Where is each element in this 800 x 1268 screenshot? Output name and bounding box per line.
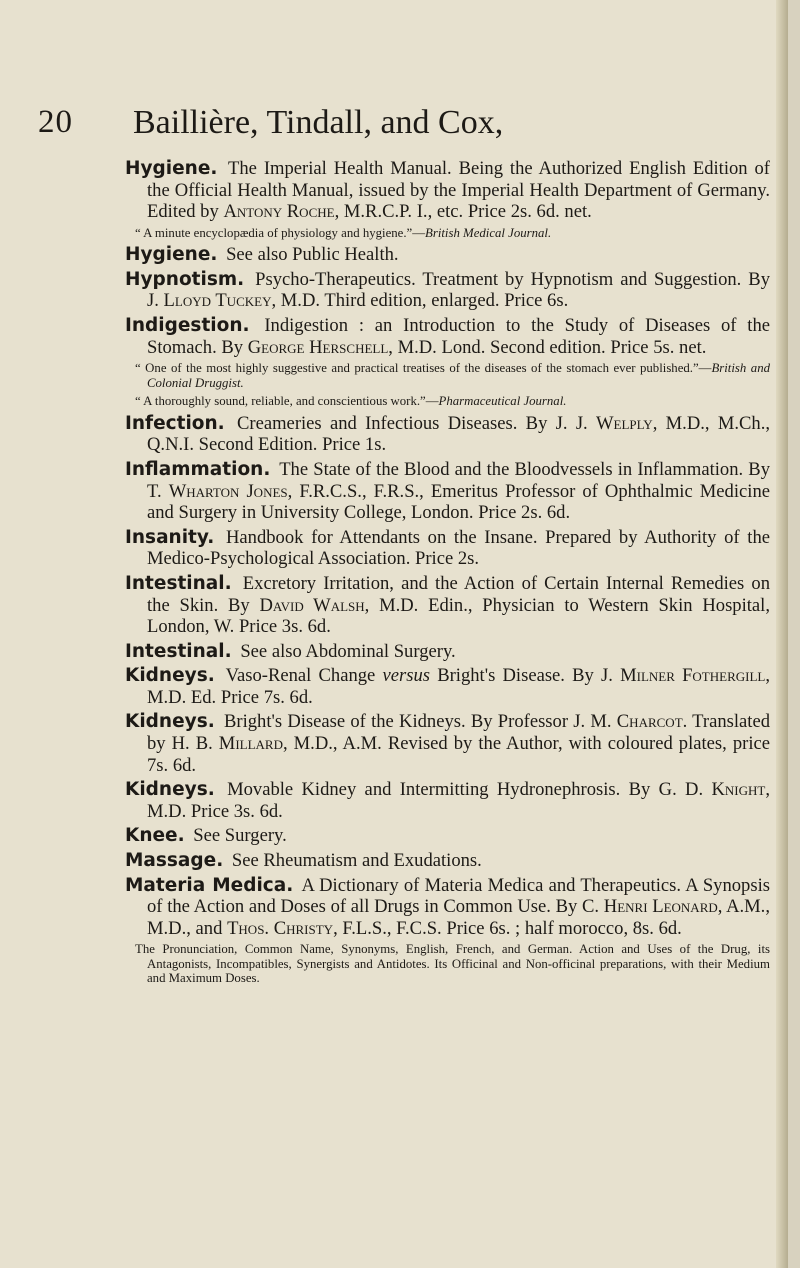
catalogue-entry — [125, 850, 770, 872]
entry-text: Handbook for Attendants on the Insane. Prepared by Authority of the Medico-Psychological Association. Price 2s. — [147, 526, 770, 570]
entry-text: “ A minute encyclopædia of physiology and hygiene.”— — [135, 225, 426, 240]
italic-text: versus — [382, 665, 431, 687]
catalogue-entry — [125, 665, 770, 708]
entry-text: See also Public Health. — [226, 244, 399, 266]
entry-text: Movable Kidney and Intermitting Hydronephrosis. By G. D. — [227, 779, 712, 801]
catalogue-entry — [125, 459, 770, 524]
entry-heading: Hypnotism. — [125, 268, 245, 290]
entry-text: See Surgery. — [193, 825, 287, 847]
entry-text: “ A thoroughly sound, reliable, and conscientious work.”— — [135, 394, 439, 409]
author-name: Charcot — [616, 711, 683, 733]
entry-text: , M.D. Edin., Physician to Western Skin Hospital, London, W. Price 3s. 6d. — [147, 594, 770, 638]
entry-text: Vaso-Renal Change — [225, 665, 383, 687]
catalogue-entry — [125, 244, 770, 266]
entry-text: . Translated by H. B. — [147, 711, 770, 755]
entry-heading: Kidneys. — [125, 711, 215, 733]
entry-heading: Knee. — [125, 825, 185, 847]
author-name: Wharton Jones — [168, 480, 288, 502]
author-name: Antony Roche — [223, 201, 335, 223]
entry-text: Excretory Irritation, and the Action of Certain Internal Remedies on the Skin. By — [147, 572, 770, 616]
entry-heading: Kidneys. — [125, 779, 215, 801]
entry-heading: Hygiene. — [125, 244, 218, 266]
entry-heading: Hygiene. — [125, 158, 218, 179]
entry-text: , M.D. Price 3s. 6d. — [147, 779, 770, 822]
entry-text: , M.D., A.M. Revised by the Author, with coloured plates, price 7s. 6d. — [147, 733, 770, 776]
entry-text: The State of the Blood and the Bloodvessels in Inflammation. By T. — [147, 458, 771, 502]
catalogue-entry — [125, 413, 770, 456]
entry-text: Psycho-Therapeutics. Treatment by Hypnotism and Suggestion. By J. — [147, 268, 770, 312]
review-quote — [125, 226, 770, 241]
entry-text: See also Abdominal Surgery. — [240, 640, 456, 662]
entry-heading: Insanity. — [125, 526, 215, 548]
entry-heading: Inflammation. — [125, 458, 271, 480]
catalogue-entry — [125, 573, 770, 638]
author-name: Milner Fothergill — [620, 665, 766, 687]
author-name: Welply — [596, 412, 653, 434]
entry-text: , M.D., M.Ch., Q.N.I. Second Edition. Price 1s. — [147, 412, 770, 456]
catalogue-entries — [125, 158, 770, 990]
catalogue-entry — [125, 779, 770, 822]
entry-heading: Intestinal. — [125, 572, 232, 594]
author-name: Millard — [218, 733, 283, 755]
author-name: George Herschell — [247, 336, 389, 358]
entry-text: , F.L.S., F.C.S. Price 6s. ; half morocco, 8s. 6d. — [333, 917, 682, 939]
entry-text: A Dictionary of Materia Medica and Therapeutics. A Synopsis of the Action and Doses of all Drugs in Common Use. By C. — [147, 874, 770, 918]
italic-text: Pharmaceutical Journal. — [438, 394, 567, 409]
entry-text: , F.R.C.S., F.R.S., Emeritus Professor of Ophthalmic Medicine and Surgery in University College, London. Price 2s. 6d. — [147, 480, 770, 524]
publisher-heading: Baillière, Tindall, and Cox, — [133, 104, 504, 141]
entry-text: “ One of the most highly suggestive and practical treatises of the diseases of the stomach ever published.”— — [135, 361, 712, 376]
author-name: Thos. Christy — [227, 917, 334, 939]
entry-heading: Intestinal. — [125, 640, 232, 662]
author-name: Henri Leonard — [603, 896, 718, 918]
review-quote — [125, 394, 770, 409]
catalogue-entry — [125, 641, 770, 663]
entry-text: , M.D. Lond. Second edition. Price 5s. net. — [388, 336, 707, 358]
entry-heading: Infection. — [125, 412, 225, 434]
author-name: David Walsh — [259, 594, 365, 616]
entry-text: , M.D. Ed. Price 7s. 6d. — [147, 665, 771, 708]
entry-text: , M.D. Third edition, enlarged. Price 6s. — [271, 290, 569, 312]
catalogue-entry — [125, 315, 770, 358]
catalogue-entry — [125, 875, 770, 940]
entry-text: , A.M., M.D., and — [147, 896, 770, 939]
catalogue-entry — [125, 269, 770, 312]
catalogue-entry — [125, 825, 770, 847]
entry-heading: Indigestion. — [125, 315, 250, 337]
page-edge — [776, 0, 788, 1268]
author-name: Knight — [711, 779, 766, 801]
catalogue-entry — [125, 158, 770, 223]
entry-text: Creameries and Infectious Diseases. By J. J. — [237, 412, 596, 434]
review-quote — [125, 942, 770, 986]
entry-heading: Materia Medica. — [125, 874, 294, 896]
entry-heading: Kidneys. — [125, 665, 215, 687]
page-number: 20 — [38, 104, 73, 140]
entry-text: The Imperial Health Manual. Being the Authorized English Edition of the Official Health Manual, issued by the Imperial Health Department of Germany. Edited by — [147, 158, 770, 223]
review-quote — [125, 361, 770, 390]
entry-text: Bright's Disease. By J. — [430, 665, 621, 687]
running-head — [38, 104, 778, 144]
entry-text: Indigestion : an Introduction to the Study of Diseases of the Stomach. By — [147, 315, 771, 358]
author-name: Lloyd Tuckey — [163, 290, 272, 312]
entry-text: The Pronunciation, Common Name, Synonyms, English, French, and German. Action and Uses of the Drug, its Antagonists, Incompatibles, Synergists and Antidotes. Its Officinal and Non-officinal preparations, with their Medium and Maximum Doses. — [135, 942, 770, 986]
catalogue-entry — [125, 527, 770, 570]
entry-text: Bright's Disease of the Kidneys. By Professor J. M. — [223, 711, 617, 733]
italic-text: British and Colonial Druggist. — [147, 361, 770, 390]
catalogue-entry — [125, 711, 770, 776]
entry-text: See Rheumatism and Exudations. — [231, 850, 482, 872]
italic-text: British Medical Journal. — [425, 225, 552, 240]
entry-heading: Massage. — [125, 850, 224, 872]
entry-text: , M.R.C.P. I., etc. Price 2s. 6d. net. — [334, 201, 592, 223]
